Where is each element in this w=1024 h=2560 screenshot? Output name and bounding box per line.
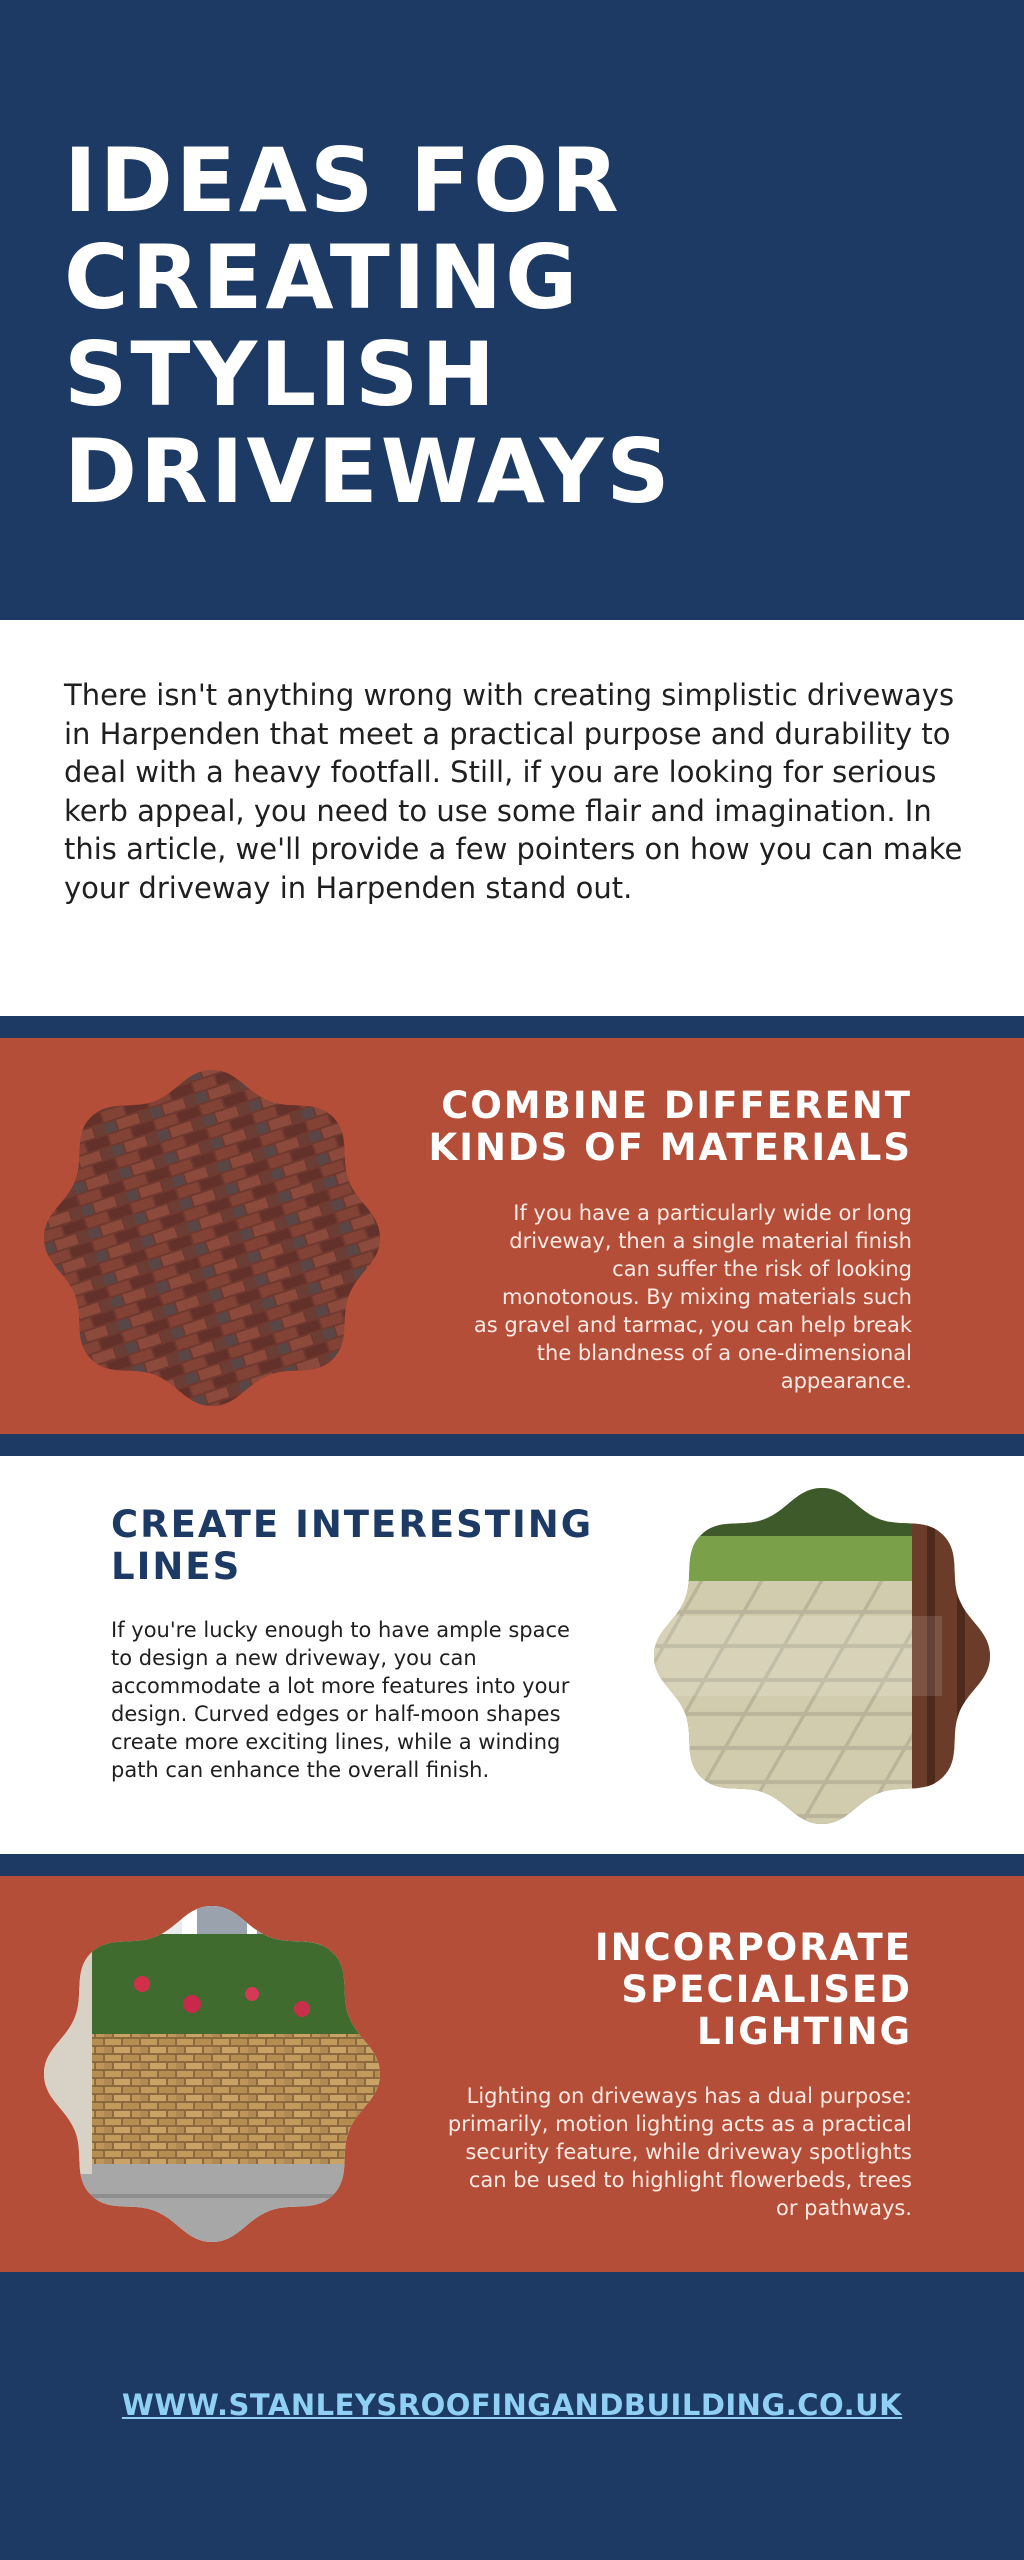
brick-wall-image [32,1894,392,2254]
intro-paragraph: There isn't anything wrong with creating simplistic driveways in Harpenden that meet a practical purpose and durability to deal with a heavy footfall. Still, if you are looking for serious kerb appeal, you need to use some flair and imagination. In this article, we'll provide a few pointers on how you can make your driveway in Harpenden stand out. [64,678,963,905]
divider-stripe [0,1434,1024,1456]
divider-stripe [0,1854,1024,1876]
section-lighting [0,1876,1024,2272]
footer-banner [0,2272,1024,2560]
section-materials [0,1038,1024,1434]
section-lines [0,1456,1024,1854]
patio-slabs-image [642,1476,1002,1836]
section-body-materials: If you have a particularly wide or long driveway, then a single material finish can suffer the risk of looking monotonous. By mixing materials such as gravel and tarmac, you can help break the blandness of a one-dimensional appearance. [473,1201,912,1393]
page-title: IDEAS FOR CREATING STYLISH DRIVEWAYS [64,129,673,523]
intro-section [0,620,1024,1016]
section-body-lighting: Lighting on driveways has a dual purpose: primarily, motion lighting acts as a practical security feature, while driveway spotlights can be used to highlight flowerbeds, trees or pathways. [447,2084,912,2220]
section-title-lines: CREATE INTERESTING LINES [111,1503,594,1588]
section-body-lines: If you're lucky enough to have ample space to design a new driveway, you can accommodate a lot more features into your design. Curved edges or half-moon shapes create more exciting lines, while a winding path can enhance the overall finish. [111,1618,570,1782]
header-banner [0,0,1024,620]
website-link[interactable]: WWW.STANLEYSROOFINGANDBUILDING.CO.UK [121,2388,903,2422]
section-title-materials: COMBINE DIFFERENT KINDS OF MATERIALS [428,1084,912,1169]
section-title-lighting: INCORPORATE SPECIALISED LIGHTING [594,1926,912,2053]
brick-paving-image [32,1058,392,1418]
divider-stripe [0,1016,1024,1038]
